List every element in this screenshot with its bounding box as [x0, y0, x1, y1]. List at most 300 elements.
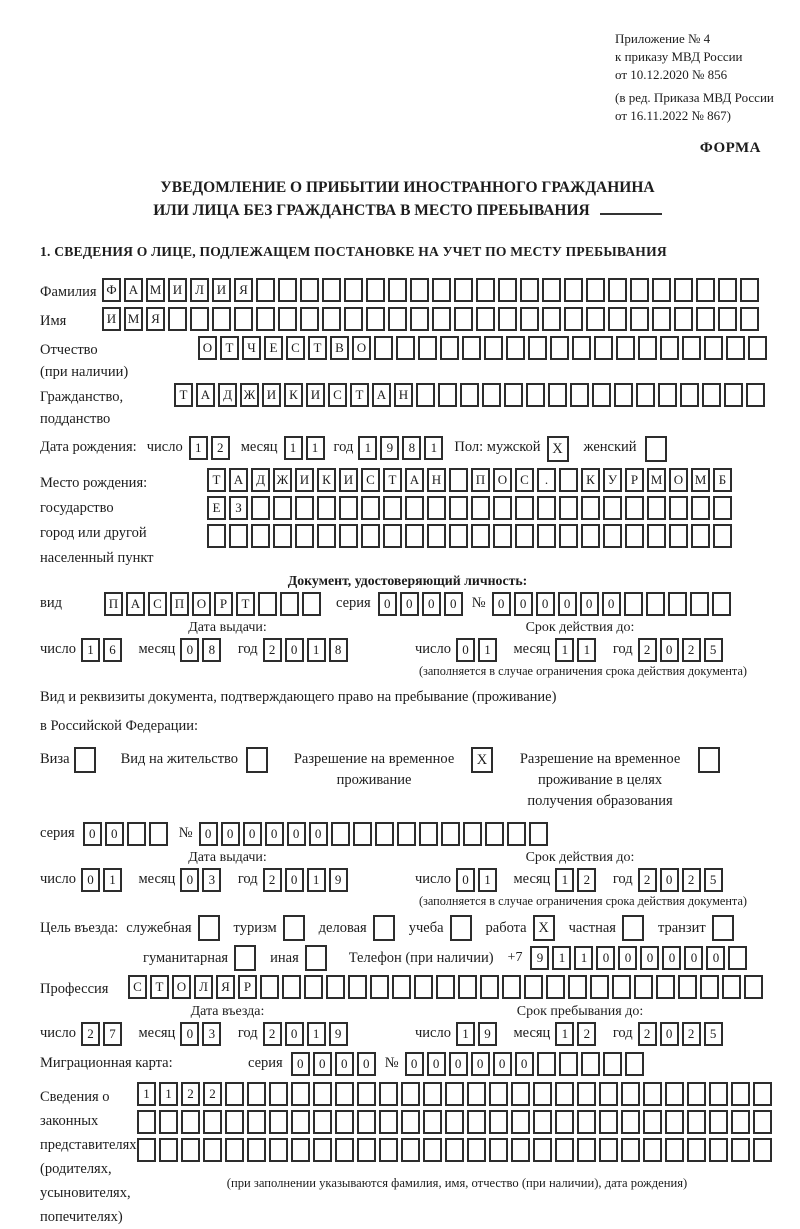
char-box[interactable]: 0: [265, 822, 284, 846]
char-box[interactable]: 0: [180, 868, 199, 892]
char-box[interactable]: [485, 822, 504, 846]
char-box[interactable]: [401, 1110, 420, 1134]
char-box[interactable]: Я: [146, 307, 165, 331]
char-box[interactable]: [674, 307, 693, 331]
char-box[interactable]: 2: [638, 868, 657, 892]
char-box[interactable]: 8: [402, 436, 421, 460]
char-box[interactable]: [748, 336, 767, 360]
char-box[interactable]: [357, 1138, 376, 1162]
char-box[interactable]: С: [361, 468, 380, 492]
char-box[interactable]: Т: [236, 592, 255, 616]
char-box[interactable]: 1: [552, 946, 571, 970]
char-box[interactable]: [317, 496, 336, 520]
char-box[interactable]: [348, 975, 367, 999]
char-box[interactable]: [74, 747, 96, 773]
char-box[interactable]: [295, 524, 314, 548]
char-box[interactable]: [577, 1110, 596, 1134]
char-box[interactable]: Т: [220, 336, 239, 360]
char-box[interactable]: 0: [105, 822, 124, 846]
char-box[interactable]: [511, 1110, 530, 1134]
char-box[interactable]: [709, 1138, 728, 1162]
char-box[interactable]: 5: [704, 638, 723, 662]
char-box[interactable]: [438, 383, 457, 407]
char-box[interactable]: И: [168, 278, 187, 302]
char-box[interactable]: [168, 307, 187, 331]
char-box[interactable]: [493, 524, 512, 548]
char-box[interactable]: [680, 383, 699, 407]
char-box[interactable]: И: [339, 468, 358, 492]
char-box[interactable]: Т: [383, 468, 402, 492]
char-box[interactable]: [533, 1110, 552, 1134]
char-box[interactable]: [726, 336, 745, 360]
char-box[interactable]: М: [691, 468, 710, 492]
char-box[interactable]: [432, 307, 451, 331]
char-box[interactable]: [458, 975, 477, 999]
char-box[interactable]: 3: [202, 868, 221, 892]
char-box[interactable]: [335, 1138, 354, 1162]
char-box[interactable]: [212, 307, 231, 331]
char-box[interactable]: [256, 307, 275, 331]
char-box[interactable]: [603, 524, 622, 548]
char-box[interactable]: [282, 975, 301, 999]
char-box[interactable]: [357, 1082, 376, 1106]
char-box[interactable]: С: [328, 383, 347, 407]
char-box[interactable]: [594, 336, 613, 360]
char-box[interactable]: [504, 383, 523, 407]
char-box[interactable]: [291, 1110, 310, 1134]
char-box[interactable]: [251, 496, 270, 520]
char-box[interactable]: 0: [285, 638, 304, 662]
char-box[interactable]: [454, 278, 473, 302]
char-box[interactable]: [260, 975, 279, 999]
char-box[interactable]: [753, 1138, 772, 1162]
char-box[interactable]: [665, 1110, 684, 1134]
char-box[interactable]: [636, 383, 655, 407]
char-box[interactable]: А: [126, 592, 145, 616]
char-box[interactable]: А: [372, 383, 391, 407]
char-box[interactable]: 0: [243, 822, 262, 846]
char-box[interactable]: [441, 822, 460, 846]
char-box[interactable]: [638, 336, 657, 360]
char-box[interactable]: [564, 278, 583, 302]
char-box[interactable]: [258, 592, 277, 616]
char-box[interactable]: [493, 496, 512, 520]
char-box[interactable]: 8: [202, 638, 221, 662]
char-box[interactable]: [159, 1110, 178, 1134]
char-box[interactable]: [555, 1110, 574, 1134]
char-box[interactable]: [624, 592, 643, 616]
char-box[interactable]: [537, 1052, 556, 1076]
char-box[interactable]: [462, 336, 481, 360]
char-box[interactable]: [687, 1082, 706, 1106]
char-box[interactable]: [647, 524, 666, 548]
option-checkbox[interactable]: [622, 915, 644, 941]
char-box[interactable]: [269, 1138, 288, 1162]
char-box[interactable]: М: [124, 307, 143, 331]
char-box[interactable]: [137, 1138, 156, 1162]
char-box[interactable]: [440, 336, 459, 360]
char-box[interactable]: [225, 1138, 244, 1162]
char-box[interactable]: 2: [638, 638, 657, 662]
char-box[interactable]: 0: [640, 946, 659, 970]
char-box[interactable]: [229, 524, 248, 548]
char-box[interactable]: 0: [515, 1052, 534, 1076]
char-box[interactable]: [339, 496, 358, 520]
char-box[interactable]: [665, 1082, 684, 1106]
char-box[interactable]: [269, 1082, 288, 1106]
char-box[interactable]: О: [493, 468, 512, 492]
char-box[interactable]: С: [128, 975, 147, 999]
char-box[interactable]: 1: [555, 868, 574, 892]
char-box[interactable]: 0: [536, 592, 555, 616]
char-box[interactable]: 1: [577, 638, 596, 662]
char-box[interactable]: [498, 307, 517, 331]
char-box[interactable]: 0: [471, 1052, 490, 1076]
char-box[interactable]: С: [515, 468, 534, 492]
char-box[interactable]: [630, 278, 649, 302]
char-box[interactable]: [445, 1138, 464, 1162]
char-box[interactable]: [335, 1082, 354, 1106]
char-box[interactable]: З: [229, 496, 248, 520]
char-box[interactable]: [542, 307, 561, 331]
char-box[interactable]: [247, 1138, 266, 1162]
char-box[interactable]: 1: [189, 436, 208, 460]
char-box[interactable]: [559, 468, 578, 492]
char-box[interactable]: [246, 747, 268, 773]
char-box[interactable]: [484, 336, 503, 360]
char-box[interactable]: 2: [203, 1082, 222, 1106]
char-box[interactable]: 2: [181, 1082, 200, 1106]
char-box[interactable]: [718, 307, 737, 331]
char-box[interactable]: Т: [308, 336, 327, 360]
char-box[interactable]: [269, 1110, 288, 1134]
char-box[interactable]: [702, 383, 721, 407]
char-box[interactable]: [427, 524, 446, 548]
char-box[interactable]: [634, 975, 653, 999]
char-box[interactable]: [506, 336, 525, 360]
char-box[interactable]: [313, 1138, 332, 1162]
char-box[interactable]: [392, 975, 411, 999]
char-box[interactable]: [181, 1110, 200, 1134]
char-box[interactable]: [645, 436, 667, 462]
char-box[interactable]: [753, 1110, 772, 1134]
option-checkbox[interactable]: X: [533, 915, 555, 941]
char-box[interactable]: [665, 1138, 684, 1162]
char-box[interactable]: [361, 524, 380, 548]
char-box[interactable]: [190, 307, 209, 331]
char-box[interactable]: 2: [263, 868, 282, 892]
option-checkbox[interactable]: [712, 915, 734, 941]
char-box[interactable]: 0: [493, 1052, 512, 1076]
char-box[interactable]: [300, 307, 319, 331]
char-box[interactable]: Ж: [273, 468, 292, 492]
char-box[interactable]: [528, 336, 547, 360]
char-box[interactable]: .: [537, 468, 556, 492]
char-box[interactable]: [652, 307, 671, 331]
char-box[interactable]: О: [192, 592, 211, 616]
char-box[interactable]: 1: [478, 638, 497, 662]
option-checkbox[interactable]: [305, 945, 327, 971]
char-box[interactable]: [625, 496, 644, 520]
char-box[interactable]: X: [471, 747, 493, 773]
char-box[interactable]: 0: [285, 868, 304, 892]
char-box[interactable]: [317, 524, 336, 548]
char-box[interactable]: [515, 496, 534, 520]
char-box[interactable]: [401, 1082, 420, 1106]
char-box[interactable]: И: [102, 307, 121, 331]
char-box[interactable]: [460, 383, 479, 407]
char-box[interactable]: [449, 524, 468, 548]
char-box[interactable]: [603, 1052, 622, 1076]
char-box[interactable]: Л: [194, 975, 213, 999]
char-box[interactable]: [608, 307, 627, 331]
char-box[interactable]: [396, 336, 415, 360]
char-box[interactable]: 0: [660, 1022, 679, 1046]
char-box[interactable]: [374, 336, 393, 360]
char-box[interactable]: 0: [580, 592, 599, 616]
char-box[interactable]: [181, 1138, 200, 1162]
char-box[interactable]: 0: [514, 592, 533, 616]
char-box[interactable]: Б: [713, 468, 732, 492]
char-box[interactable]: 1: [478, 868, 497, 892]
char-box[interactable]: [625, 524, 644, 548]
char-box[interactable]: [586, 278, 605, 302]
char-box[interactable]: Ч: [242, 336, 261, 360]
char-box[interactable]: [559, 1052, 578, 1076]
char-box[interactable]: [149, 822, 168, 846]
char-box[interactable]: А: [124, 278, 143, 302]
char-box[interactable]: [476, 278, 495, 302]
char-box[interactable]: [405, 496, 424, 520]
char-box[interactable]: [625, 1052, 644, 1076]
char-box[interactable]: [731, 1138, 750, 1162]
char-box[interactable]: [331, 822, 350, 846]
char-box[interactable]: 0: [287, 822, 306, 846]
char-box[interactable]: 0: [492, 592, 511, 616]
char-box[interactable]: Р: [625, 468, 644, 492]
char-box[interactable]: 0: [602, 592, 621, 616]
char-box[interactable]: [724, 383, 743, 407]
char-box[interactable]: [322, 307, 341, 331]
char-box[interactable]: [590, 975, 609, 999]
char-box[interactable]: 2: [682, 638, 701, 662]
char-box[interactable]: И: [262, 383, 281, 407]
char-box[interactable]: 0: [684, 946, 703, 970]
char-box[interactable]: [630, 307, 649, 331]
char-box[interactable]: [621, 1110, 640, 1134]
char-box[interactable]: [550, 336, 569, 360]
char-box[interactable]: [414, 975, 433, 999]
char-box[interactable]: [696, 278, 715, 302]
char-box[interactable]: 0: [285, 1022, 304, 1046]
char-box[interactable]: [335, 1110, 354, 1134]
char-box[interactable]: [709, 1110, 728, 1134]
char-box[interactable]: 6: [103, 638, 122, 662]
char-box[interactable]: [507, 822, 526, 846]
char-box[interactable]: [515, 524, 534, 548]
char-box[interactable]: О: [198, 336, 217, 360]
char-box[interactable]: [691, 496, 710, 520]
char-box[interactable]: Ж: [240, 383, 259, 407]
char-box[interactable]: [690, 592, 709, 616]
char-box[interactable]: 9: [329, 1022, 348, 1046]
char-box[interactable]: [599, 1138, 618, 1162]
char-box[interactable]: Я: [216, 975, 235, 999]
char-box[interactable]: [313, 1082, 332, 1106]
char-box[interactable]: 2: [682, 1022, 701, 1046]
char-box[interactable]: [698, 747, 720, 773]
char-box[interactable]: [668, 592, 687, 616]
char-box[interactable]: 0: [444, 592, 463, 616]
char-box[interactable]: [445, 1082, 464, 1106]
char-box[interactable]: [482, 383, 501, 407]
char-box[interactable]: 1: [103, 868, 122, 892]
char-box[interactable]: [713, 496, 732, 520]
char-box[interactable]: [361, 496, 380, 520]
char-box[interactable]: [247, 1110, 266, 1134]
char-box[interactable]: 2: [81, 1022, 100, 1046]
char-box[interactable]: 1: [159, 1082, 178, 1106]
char-box[interactable]: [397, 822, 416, 846]
char-box[interactable]: [295, 496, 314, 520]
char-box[interactable]: 1: [307, 638, 326, 662]
char-box[interactable]: [709, 1082, 728, 1106]
char-box[interactable]: Н: [394, 383, 413, 407]
char-box[interactable]: А: [196, 383, 215, 407]
char-box[interactable]: О: [669, 468, 688, 492]
char-box[interactable]: [225, 1110, 244, 1134]
char-box[interactable]: 0: [427, 1052, 446, 1076]
char-box[interactable]: [427, 496, 446, 520]
char-box[interactable]: [432, 278, 451, 302]
char-box[interactable]: [410, 278, 429, 302]
char-box[interactable]: [520, 307, 539, 331]
char-box[interactable]: 0: [405, 1052, 424, 1076]
char-box[interactable]: [643, 1082, 662, 1106]
char-box[interactable]: 2: [577, 1022, 596, 1046]
char-box[interactable]: [647, 496, 666, 520]
char-box[interactable]: 1: [574, 946, 593, 970]
char-box[interactable]: [660, 336, 679, 360]
char-box[interactable]: Т: [150, 975, 169, 999]
char-box[interactable]: Т: [207, 468, 226, 492]
char-box[interactable]: 9: [530, 946, 549, 970]
char-box[interactable]: [646, 592, 665, 616]
char-box[interactable]: 0: [309, 822, 328, 846]
char-box[interactable]: [581, 1052, 600, 1076]
char-box[interactable]: [273, 496, 292, 520]
char-box[interactable]: О: [352, 336, 371, 360]
char-box[interactable]: [344, 307, 363, 331]
char-box[interactable]: [463, 822, 482, 846]
option-checkbox[interactable]: [450, 915, 472, 941]
char-box[interactable]: 0: [558, 592, 577, 616]
char-box[interactable]: [502, 975, 521, 999]
char-box[interactable]: [542, 278, 561, 302]
char-box[interactable]: [704, 336, 723, 360]
option-checkbox[interactable]: [283, 915, 305, 941]
char-box[interactable]: 0: [313, 1052, 332, 1076]
char-box[interactable]: [616, 336, 635, 360]
char-box[interactable]: [533, 1082, 552, 1106]
char-box[interactable]: [586, 307, 605, 331]
char-box[interactable]: [559, 496, 578, 520]
char-box[interactable]: [740, 307, 759, 331]
char-box[interactable]: С: [286, 336, 305, 360]
char-box[interactable]: 0: [81, 868, 100, 892]
char-box[interactable]: [614, 383, 633, 407]
char-box[interactable]: [388, 307, 407, 331]
char-box[interactable]: [353, 822, 372, 846]
char-box[interactable]: [410, 307, 429, 331]
char-box[interactable]: [339, 524, 358, 548]
char-box[interactable]: 0: [456, 868, 475, 892]
char-box[interactable]: [520, 278, 539, 302]
char-box[interactable]: [740, 278, 759, 302]
char-box[interactable]: [652, 278, 671, 302]
char-box[interactable]: 2: [682, 868, 701, 892]
char-box[interactable]: [577, 1082, 596, 1106]
char-box[interactable]: [555, 1138, 574, 1162]
char-box[interactable]: [280, 592, 299, 616]
char-box[interactable]: [159, 1138, 178, 1162]
char-box[interactable]: [581, 496, 600, 520]
char-box[interactable]: [559, 524, 578, 548]
char-box[interactable]: [592, 383, 611, 407]
char-box[interactable]: 9: [478, 1022, 497, 1046]
char-box[interactable]: [418, 336, 437, 360]
char-box[interactable]: [480, 975, 499, 999]
char-box[interactable]: [383, 496, 402, 520]
char-box[interactable]: [712, 592, 731, 616]
char-box[interactable]: 1: [424, 436, 443, 460]
char-box[interactable]: [669, 524, 688, 548]
char-box[interactable]: [326, 975, 345, 999]
char-box[interactable]: [700, 975, 719, 999]
char-box[interactable]: И: [212, 278, 231, 302]
char-box[interactable]: [302, 592, 321, 616]
char-box[interactable]: 7: [103, 1022, 122, 1046]
char-box[interactable]: 0: [706, 946, 725, 970]
char-box[interactable]: 1: [456, 1022, 475, 1046]
option-checkbox[interactable]: [198, 915, 220, 941]
char-box[interactable]: 2: [263, 1022, 282, 1046]
char-box[interactable]: П: [471, 468, 490, 492]
char-box[interactable]: 9: [380, 436, 399, 460]
char-box[interactable]: 1: [358, 436, 377, 460]
char-box[interactable]: У: [603, 468, 622, 492]
char-box[interactable]: 0: [335, 1052, 354, 1076]
char-box[interactable]: [612, 975, 631, 999]
char-box[interactable]: [533, 1138, 552, 1162]
char-box[interactable]: Ф: [102, 278, 121, 302]
char-box[interactable]: [476, 307, 495, 331]
char-box[interactable]: [696, 307, 715, 331]
char-box[interactable]: Е: [207, 496, 226, 520]
char-box[interactable]: 1: [81, 638, 100, 662]
char-box[interactable]: 5: [704, 868, 723, 892]
char-box[interactable]: [344, 278, 363, 302]
char-box[interactable]: [234, 307, 253, 331]
char-box[interactable]: [678, 975, 697, 999]
char-box[interactable]: 0: [618, 946, 637, 970]
char-box[interactable]: [744, 975, 763, 999]
char-box[interactable]: 0: [400, 592, 419, 616]
char-box[interactable]: Е: [264, 336, 283, 360]
char-box[interactable]: [722, 975, 741, 999]
char-box[interactable]: [127, 822, 146, 846]
char-box[interactable]: [669, 496, 688, 520]
